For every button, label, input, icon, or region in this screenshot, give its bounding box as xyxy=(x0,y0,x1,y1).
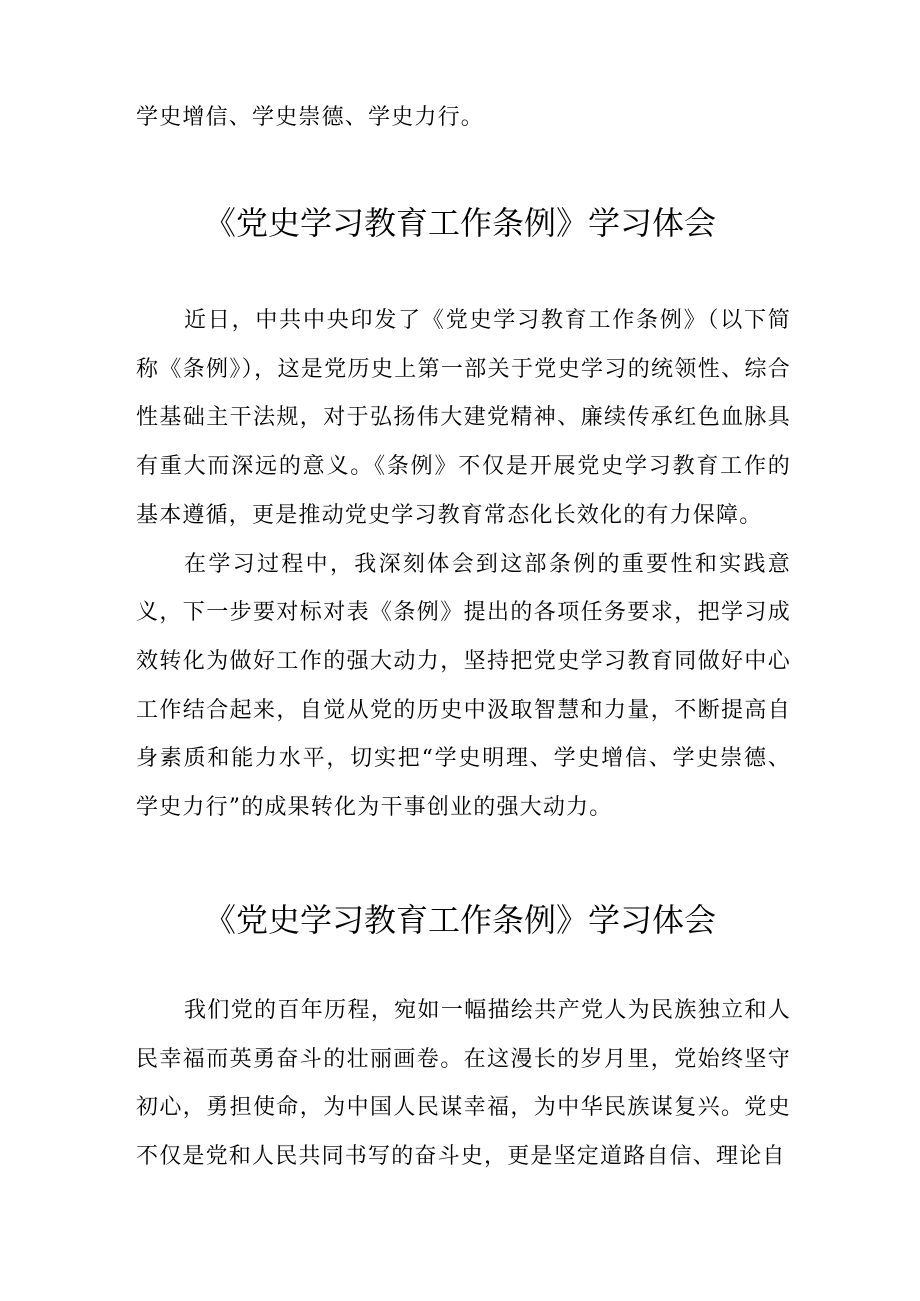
section2-body xyxy=(136,987,791,1182)
top-fragment-block xyxy=(136,94,791,143)
section2-paragraph-1: 我们党的百年历程，宛如一幅描绘共产党人为民族独立和人民幸福而英勇奋斗的壮丽画卷。在这漫长的岁月里，党始终坚守初心，勇担使命，为中国人民谋幸福，为中华民族谋复兴。党史不仅是党和人民共同书写的奋斗史，更是坚定道路自信、理论自 xyxy=(136,998,791,1170)
section1-title: 《党史学习教育工作条例》学习体会 xyxy=(203,204,716,242)
section1-paragraph-1: 近日，中共中央印发了《党史学习教育工作条例》（以下简称《条例》），这是党历史上第一部关于党史学习的统领性、综合性基础主干法规，对于弘扬伟大建党精神、廉续传承红色血脉具有重大而深远的意义。《条例》不仅是开展党史学习教育工作的基本遵循，更是推动党史学习教育常态化长效化的有力保障。 xyxy=(136,308,791,528)
section2-title: 《党史学习教育工作条例》学习体会 xyxy=(203,901,716,939)
section1-body xyxy=(136,297,791,833)
top-fragment-text: 学史增信、学史崇德、学史力行。 xyxy=(136,105,485,130)
section1-paragraph-2: 在学习过程中，我深刻体会到这部条例的重要性和实践意义，下一步要对标对表《条例》提出的各项任务要求，把学习成效转化为做好工作的强大动力，坚持把党史学习教育同做好中心工作结合起来，自觉从党的历史中汲取智慧和力量，不断提高自身素质和能力水平，切实把“学史明理、学史增信、学史崇德、学史力行”的成果转化为干事创业的强大动力。 xyxy=(136,551,791,821)
